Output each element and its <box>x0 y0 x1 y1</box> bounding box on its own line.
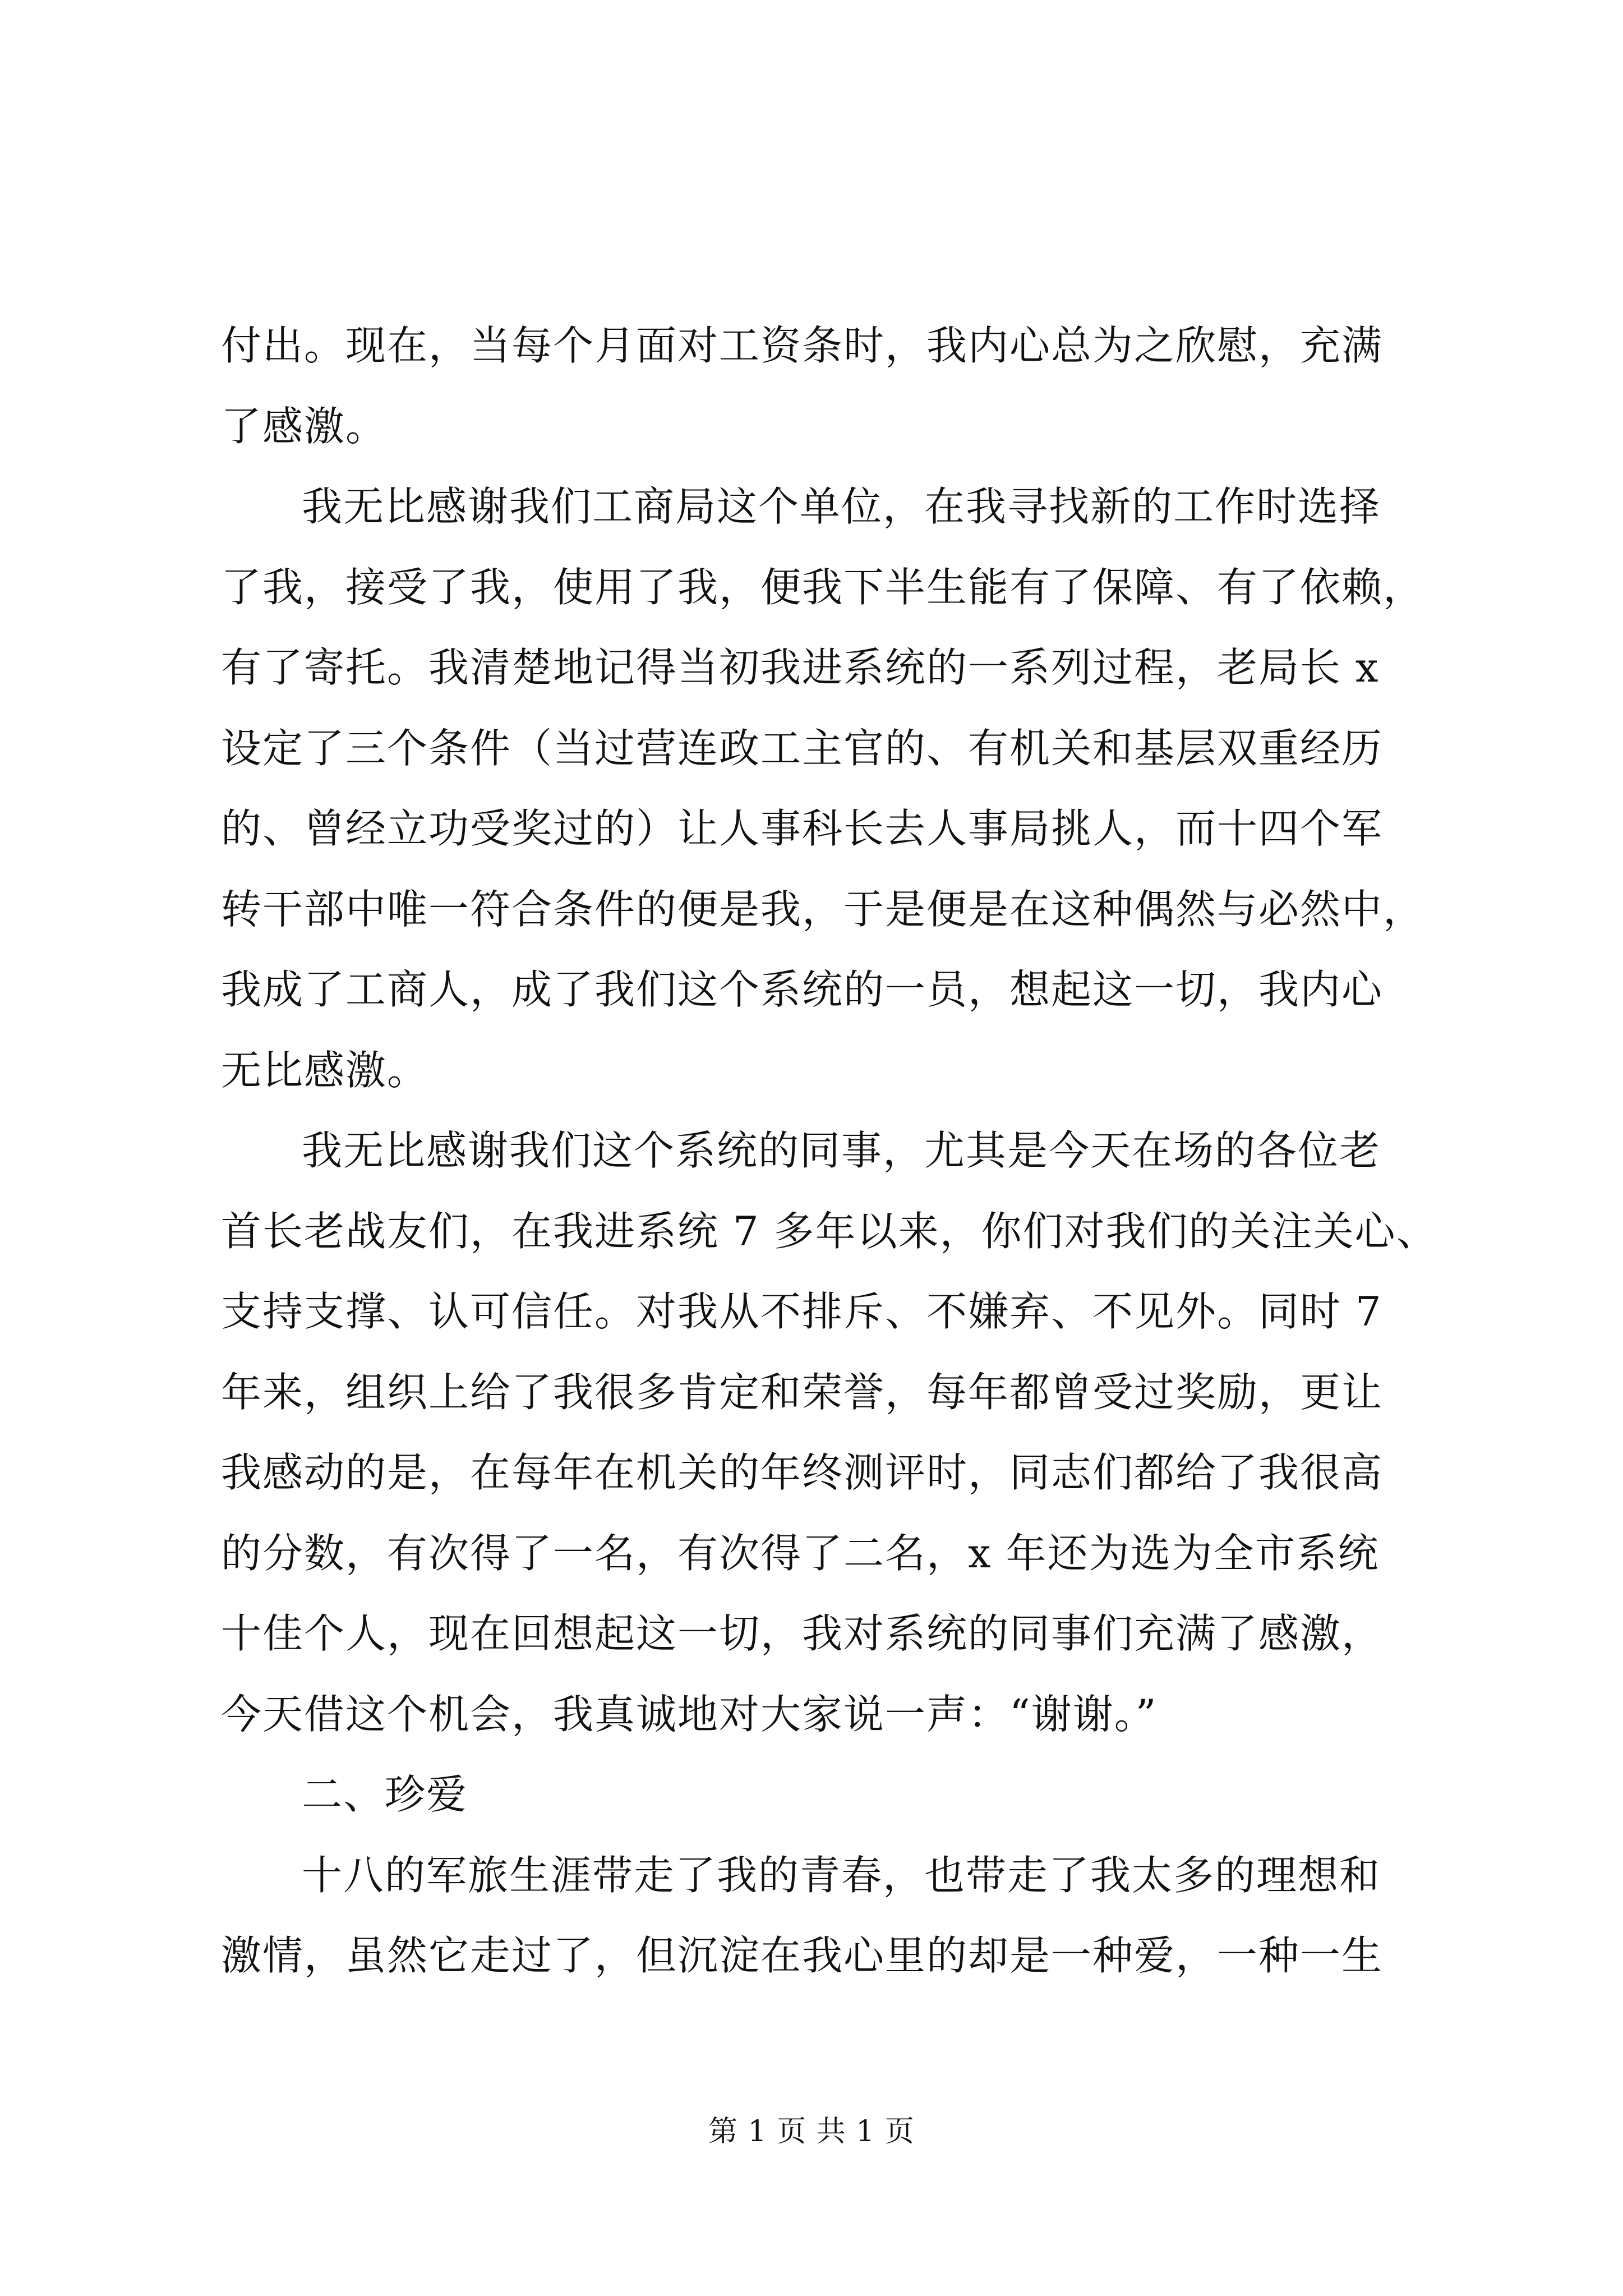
text-line: 支持支撑、认可信任。对我从不排斥、不嫌弃、不见外。同时 7 <box>221 1288 1382 1335</box>
text-line: 十八的军旅生涯带走了我的青春，也带走了我太多的理想和 <box>302 1851 1381 1899</box>
text-line: 我感动的是，在每年在机关的年终测评时，同志们都给了我很高 <box>221 1449 1384 1496</box>
text-line: 转干部中唯一符合条件的便是我，于是便是在这种偶然与必然中， <box>221 885 1425 933</box>
text-line: 我成了工商人，成了我们这个系统的一员，想起这一切，我内心 <box>221 966 1384 1013</box>
text-line: 十佳个人，现在回想起这一切，我对系统的同事们充满了感激， <box>221 1610 1384 1657</box>
text-line: 设定了三个条件（当过营连政工主官的、有机关和基层双重经历 <box>221 724 1384 772</box>
page-number-footer: 第 1 页 共 1 页 <box>708 2115 915 2148</box>
text-line: 首长老战友们，在我进系统 7 多年以来，你们对我们的关注关心、 <box>221 1207 1438 1255</box>
text-line: 激情，虽然它走过了，但沉淀在我心里的却是一种爱，一种一生 <box>221 1932 1384 1979</box>
section-heading: 二、珍爱 <box>302 1771 468 1818</box>
text-line: 我无比感谢我们工商局这个单位，在我寻找新的工作时选择 <box>302 483 1381 530</box>
text-line: 我无比感谢我们这个系统的同事，尤其是今天在场的各位老 <box>302 1127 1381 1174</box>
text-line: 年来，组织上给了我很多肯定和荣誉，每年都曾受过奖励，更让 <box>221 1368 1384 1416</box>
text-line: 的、曾经立功受奖过的）让人事科长去人事局挑人，而十四个军 <box>221 805 1384 852</box>
text-line: 今天借这个机会，我真诚地对大家说一声：“谢谢。” <box>221 1690 1158 1738</box>
text-line: 的分数，有次得了一名，有次得了二名，x 年还为选为全市系统 <box>221 1529 1380 1577</box>
text-line: 无比感激。 <box>221 1046 429 1094</box>
text-line: 付出。现在，当每个月面对工资条时，我内心总为之欣慰，充满 <box>221 322 1384 369</box>
document-body <box>221 306 1438 1996</box>
text-line: 了我，接受了我，使用了我，便我下半生能有了保障、有了依赖， <box>221 563 1425 611</box>
text-line: 了感激。 <box>221 402 388 450</box>
text-line: 有了寄托。我清楚地记得当初我进系统的一系列过程，老局长 x <box>221 644 1380 691</box>
